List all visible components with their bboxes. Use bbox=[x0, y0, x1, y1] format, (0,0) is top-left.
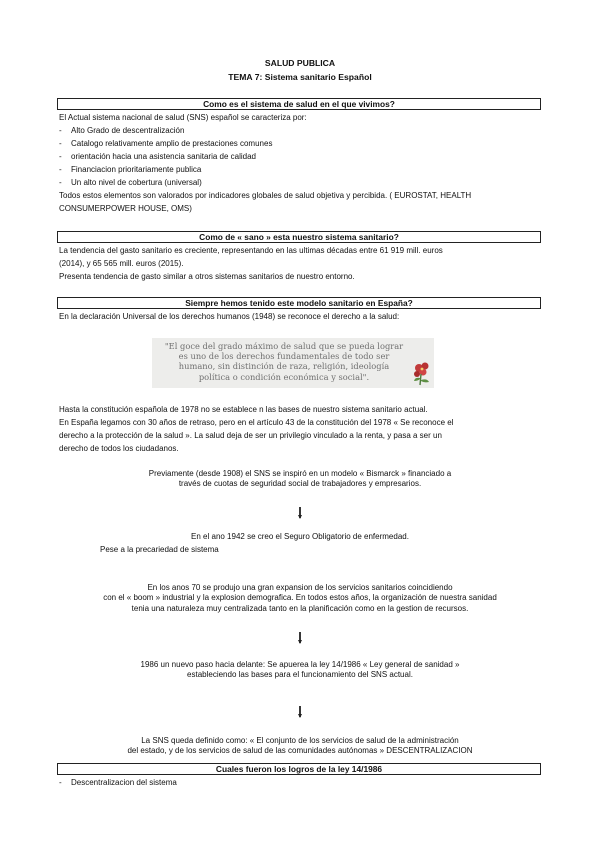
flower-illustration bbox=[411, 360, 433, 386]
section3-intro: En la declaración Universal de los derechos humanos (1948) se reconoce el derecho a la salud: bbox=[59, 312, 400, 321]
list-item: - Alto Grado de descentralización bbox=[59, 126, 185, 135]
down-arrow-icon bbox=[295, 631, 305, 645]
timeline-step-4: 1986 un nuevo paso hacia delante: Se apuerea la ley 14/1986 « Ley general de sanidad » estableciendo las bases para el funcionamiento del SNS actual. bbox=[140, 660, 460, 680]
timeline-step-3: En los anos 70 se produjo una gran expansion de los servicios sanitarios coincidiendo con el « boom » industrial y la explosion demografica. En todos estos años, la organización de nuestra sanidad tenia una naturaleza muy centralizada tanto en la planificación como en la gestion de recursos. bbox=[103, 583, 497, 613]
section3-body-line: En España legamos con 30 años de retraso, pero en el artículo 43 de la constitución del 1978 « Se reconoce el bbox=[59, 418, 454, 427]
list-item: - Un alto nivel de cobertura (universal) bbox=[59, 178, 202, 187]
section-heading-1: Como es el sistema de salud en el que vivimos? bbox=[57, 98, 541, 110]
timeline-step-5: La SNS queda definido como: « El conjunto de los servicios de salud de la administración del estado, y de los servicios de salud de las comunidades autónomas » DESCENTRALIZACION bbox=[127, 736, 473, 756]
doc-subtitle: TEMA 7: Sistema sanitario Español bbox=[228, 72, 372, 82]
section1-outro-line: CONSUMERPOWER HOUSE, OMS) bbox=[59, 204, 192, 213]
section3-body-line: derecho de todos los ciudadanos. bbox=[59, 444, 179, 453]
list-item: - Catalogo relativamente amplio de prestaciones comunes bbox=[59, 139, 273, 148]
section3-body-line: Hasta la constitución española de 1978 no se establece n las bases de nuestro sistema sanitario actual. bbox=[59, 405, 428, 414]
down-arrow-icon bbox=[295, 506, 305, 520]
section-heading-4: Cuales fueron los logros de la ley 14/1986 bbox=[57, 763, 541, 775]
timeline-step-2: En el ano 1942 se creo el Seguro Obligatorio de enfermedad. bbox=[191, 532, 409, 541]
section2-line: Presenta tendencia de gasto similar a otros sistemas sanitarios de nuestro entorno. bbox=[59, 272, 355, 281]
timeline-step-1: Previamente (desde 1908) el SNS se inspiró en un modelo « Bismarck » financiado a través de cuotas de seguridad social de trabajadores y empresarios. bbox=[148, 469, 452, 489]
section1-outro-line: Todos estos elementos son valorados por indicadores globales de salud objetiva y percibida. ( EUROSTAT, HEALTH bbox=[59, 191, 472, 200]
section3-body-line: derecho a la protección de la salud ». La salud deja de ser un privilegio vinculado a la renta, y pasa a ser un bbox=[59, 431, 442, 440]
section2-line: La tendencia del gasto sanitario es creciente, representando en las ultimas décadas entre 61 919 mill. euros bbox=[59, 246, 443, 255]
quote-text: "El goce del grado máximo de salud que se pueda lograr es uno de los derechos fundamentales de todo ser humano, sin distinción de raza, religión, ideología política o condición económica y social". bbox=[164, 341, 404, 382]
list-item: - orientación hacia una asistencia sanitaria de calidad bbox=[59, 152, 257, 161]
section1-intro: El Actual sistema nacional de salud (SNS) español se caracteriza por: bbox=[59, 113, 307, 122]
list-item: - Financiacion prioritariamente publica bbox=[59, 165, 202, 174]
section-heading-2: Como de « sano » esta nuestro sistema sanitario? bbox=[57, 231, 541, 243]
down-arrow-icon bbox=[295, 705, 305, 719]
timeline-step-2-note: Pese a la precariedad de sistema bbox=[100, 545, 219, 554]
section-heading-3: Siempre hemos tenido este modelo sanitario en España? bbox=[57, 297, 541, 309]
list-item: - Descentralizacion del sistema bbox=[59, 778, 177, 787]
doc-title: SALUD PUBLICA bbox=[264, 58, 336, 68]
section2-line: (2014), y 65 565 mill. euros (2015). bbox=[59, 259, 184, 268]
quote-image bbox=[152, 338, 434, 388]
